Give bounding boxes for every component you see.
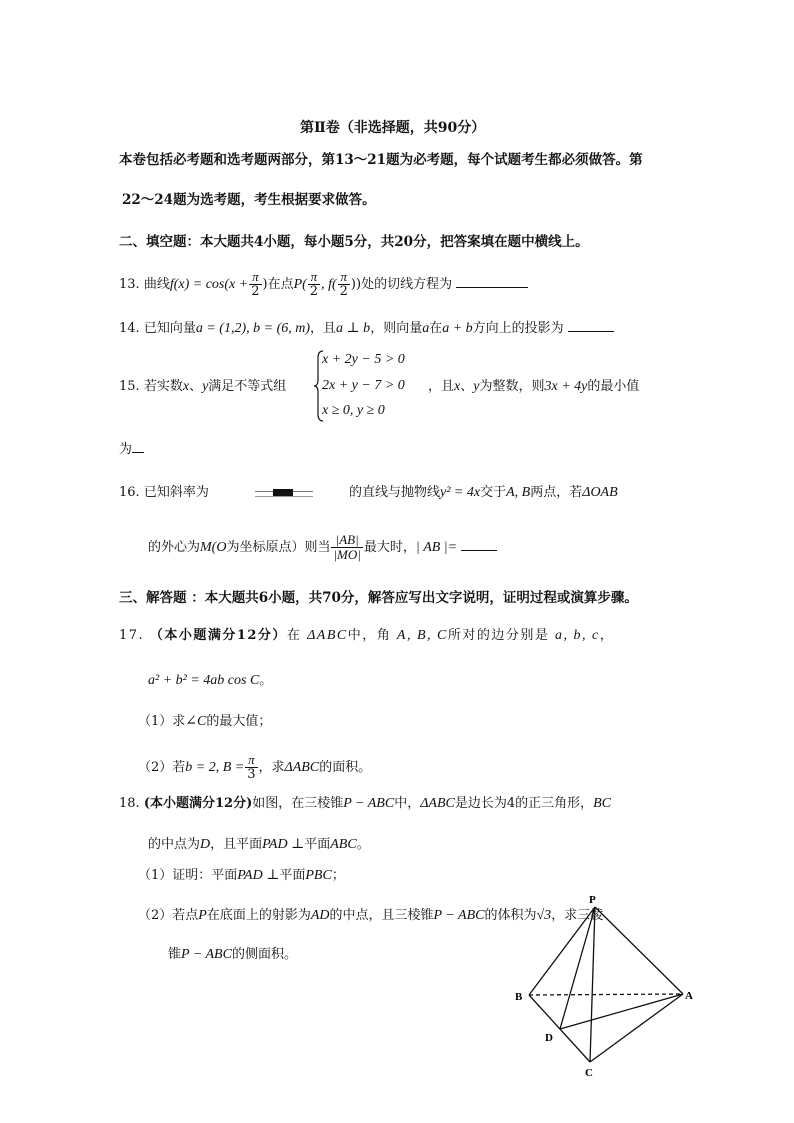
edge-pa: [595, 907, 683, 994]
question-14: [119, 319, 614, 338]
q16-fraction: $\frac{|AB|}{|MO|}$: [333, 532, 361, 562]
q18-part2-text: （2）若点: [138, 908, 199, 923]
q13-answer-blank[interactable]: [456, 275, 528, 288]
page-title: 第Ⅱ卷（非选择题，共90分）: [300, 120, 486, 136]
q18-pyramid-3: P − ABC: [181, 947, 232, 962]
q17-heading: （本小题满分12分）: [149, 628, 287, 643]
q18-part2-text-2: 在底面上的射影为: [206, 908, 311, 923]
q13-text-3: ))处的切线方程为: [350, 277, 453, 292]
intro-line-1: 本卷包括必考题和选考题两部分，第13～21题为必考题，每个试题考生都必须做答。第: [119, 152, 643, 168]
question-17-part-2: [138, 753, 371, 782]
q18-part2-text-3: 的中点，且三棱锥: [329, 908, 434, 923]
q15-inequality-3: x ≥ 0, y ≥ 0: [322, 403, 385, 418]
q18-part1-pbc: PBC: [305, 868, 332, 883]
q16-text-6: 为坐标原点）则当: [226, 540, 331, 555]
q18-pyramid-2: P − ABC: [433, 908, 485, 923]
q18-part1-text-2: 平面: [279, 868, 306, 883]
q17-text-4: ，: [599, 628, 615, 643]
q13-fraction-2: $\frac{\pi}{2}$: [309, 269, 319, 299]
question-16-line-1: [119, 484, 209, 502]
vertex-label-c: C: [585, 1067, 593, 1079]
q13-fraction-3: $\frac{\pi}{2}$: [339, 269, 348, 299]
question-18-line-2: [148, 836, 370, 854]
question-15-left: [119, 378, 286, 396]
question-15-wrap: [119, 440, 144, 459]
edge-bc: [529, 995, 590, 1062]
q18-text-4: 的中点为: [148, 837, 201, 852]
q13-point: P(: [293, 277, 307, 292]
vertex-label-p: P: [589, 894, 596, 906]
q18-number: 18.: [119, 796, 140, 811]
q13-fraction-1: $\frac{\pi}{2}$: [251, 269, 260, 299]
q17-part2-text-2: ，求: [258, 760, 285, 775]
question-17-line-2: [148, 672, 272, 690]
intro-line-2: 22～24题为选考题，考生根据要求做答。: [122, 192, 376, 208]
q18-p: P: [198, 908, 207, 923]
q15-answer-blank[interactable]: [132, 440, 144, 453]
question-18-line-4: [168, 946, 297, 964]
q16-text-3: 交于: [480, 485, 507, 500]
q17-fraction: $\frac{\pi}{3}$: [247, 752, 256, 782]
q18-heading: (本小题满分12分): [143, 796, 253, 811]
q17-text-3: 所对的边分别是: [447, 628, 550, 643]
question-15-right: ，且x、y为整数，则3x + 4y的最小值: [428, 379, 640, 394]
q16-text-2: 的直线与抛物线: [349, 485, 441, 500]
q17-part2-text-3: 的面积。: [319, 760, 372, 775]
q14-answer-blank[interactable]: [568, 319, 614, 332]
q14-vectors: a = (1,2), b = (6, m): [195, 321, 310, 336]
q18-part2-text-5: ，求三棱: [551, 908, 604, 923]
section-3-heading: 三、解答题 ：本大题共6小题，共70分，解答应写出文字说明，证明过程或演算步骤。: [119, 590, 638, 606]
q18-text-5: ，且平面: [210, 837, 263, 852]
q18-part1-text: （1）证明：平面: [138, 868, 238, 883]
q18-text-9: 的侧面积。: [231, 947, 297, 962]
q16-slope-image: [255, 488, 313, 498]
q17-part1-text-2: 的最大值；: [206, 714, 272, 729]
edge-ca: [590, 994, 683, 1062]
q15-text-4: 为整数，则: [479, 379, 545, 394]
q15-wrap-text: 为: [119, 442, 133, 457]
q16-text-4: 两点，若: [530, 485, 583, 500]
q17-triangle-2: ΔABC: [284, 760, 320, 775]
q18-text-3: 是边长为4的正三角形，: [454, 796, 594, 811]
question-16-line-2: [148, 533, 497, 562]
q13-function: f(x) = cos(x +: [169, 277, 249, 292]
q15-text-5: 的最小值: [587, 379, 640, 394]
q18-part1-text-3: ；: [331, 868, 345, 883]
q17-part1-text: （1）求: [138, 714, 186, 729]
q17-period: 。: [259, 673, 273, 688]
q16-abs: | AB |=: [415, 540, 458, 555]
question-17-line-1: [119, 627, 614, 645]
q16-parabola: y² = 4x: [440, 485, 481, 500]
q17-triangle: ΔABC: [307, 628, 348, 643]
edge-pd: [560, 907, 595, 1029]
q18-text-7: 。: [356, 837, 370, 852]
q14-vector-a: a: [422, 321, 430, 336]
q18-d: D: [200, 837, 211, 852]
edge-ba-hidden: [529, 994, 683, 995]
q17-sides: a, b, c: [555, 628, 600, 643]
question-13: [119, 270, 528, 299]
q15-inequality-1: x + 2y − 5 > 0: [322, 352, 405, 367]
q14-number: 14.: [119, 321, 140, 336]
vertex-label-d: D: [545, 1032, 553, 1044]
q17-number: 17.: [119, 628, 145, 643]
q15-x: x: [182, 379, 190, 394]
q18-triangle: ΔABC: [420, 796, 455, 811]
q14-text-5: 方向上的投影为: [472, 321, 564, 336]
q15-expression: 3x + 4y: [544, 379, 588, 394]
vertex-label-b: B: [515, 991, 523, 1003]
q18-text: 如图，在三棱锥: [252, 796, 344, 811]
q18-pyramid: P − ABC: [343, 796, 395, 811]
q18-part1-pad: PAD ⊥: [237, 868, 280, 883]
q14-text-2: ，且: [310, 321, 337, 336]
edge-da: [560, 994, 683, 1029]
q16-text: 已知斜率为: [143, 485, 209, 500]
edge-pb: [529, 907, 595, 995]
q16-triangle: ΔOAB: [582, 485, 618, 500]
q15-number: 15.: [119, 379, 140, 394]
q17-angle-c: ∠C: [185, 714, 207, 729]
q15-y: y: [202, 379, 209, 394]
q18-text-6: 平面: [304, 837, 331, 852]
question-16-line-1b: [349, 484, 618, 502]
q15-sep: 、: [189, 379, 203, 394]
q14-text-4: 在: [429, 321, 443, 336]
edge-pc: [590, 907, 595, 1062]
q13-number: 13.: [119, 277, 140, 292]
q15-text-2: 满足不等式组: [208, 379, 287, 394]
q18-text-2: 中，: [394, 796, 421, 811]
q17-part2-text: （2）若: [138, 760, 186, 775]
q18-part2-text-4: 的体积为: [484, 908, 537, 923]
q17-equation: a² + b² = 4ab cos C: [148, 673, 260, 688]
q18-text-8: 锥: [168, 947, 182, 962]
q15-text-3: ，且: [428, 379, 455, 394]
q17-condition: b = 2, B =: [185, 760, 245, 775]
q16-text-5: 的外心为: [148, 540, 201, 555]
q18-pad: PAD ⊥: [262, 837, 305, 852]
q14-text: 已知向量: [143, 321, 196, 336]
question-18-part-1: [138, 867, 345, 885]
q14-sum: a + b: [442, 321, 473, 336]
q18-ad: AD: [310, 908, 330, 923]
pyramid-figure: [505, 890, 705, 1080]
q16-answer-blank[interactable]: [461, 538, 497, 551]
q16-points: A, B: [506, 485, 531, 500]
q14-text-3: ，则向量: [370, 321, 423, 336]
q18-sqrt: √3: [536, 908, 552, 923]
q15-text: 若实数: [143, 379, 183, 394]
q18-abc: ABC: [330, 837, 357, 852]
section-2-heading: 二、填空题：本大题共4小题，每小题5分，共20分，把答案填在题中横线上。: [119, 234, 589, 250]
q13-comma: , f(: [321, 277, 337, 292]
q16-number: 16.: [119, 485, 140, 500]
q14-perp: a ⊥ b: [336, 321, 371, 336]
q13-text: 曲线: [143, 277, 170, 292]
q17-text: 在: [286, 628, 302, 643]
question-18-line-1: [119, 795, 611, 813]
q16-center: M(O: [200, 540, 227, 555]
q16-text-7: 最大时，: [363, 540, 416, 555]
q15-inequality-2: 2x + y − 7 > 0: [322, 378, 405, 393]
vertex-label-a: A: [685, 990, 693, 1002]
q13-text-2: )在点: [262, 277, 294, 292]
question-17-part-1: [138, 713, 271, 731]
q17-text-2: 中，角: [347, 628, 392, 643]
q17-angles: A, B, C: [396, 628, 448, 643]
q18-bc: BC: [593, 796, 612, 811]
